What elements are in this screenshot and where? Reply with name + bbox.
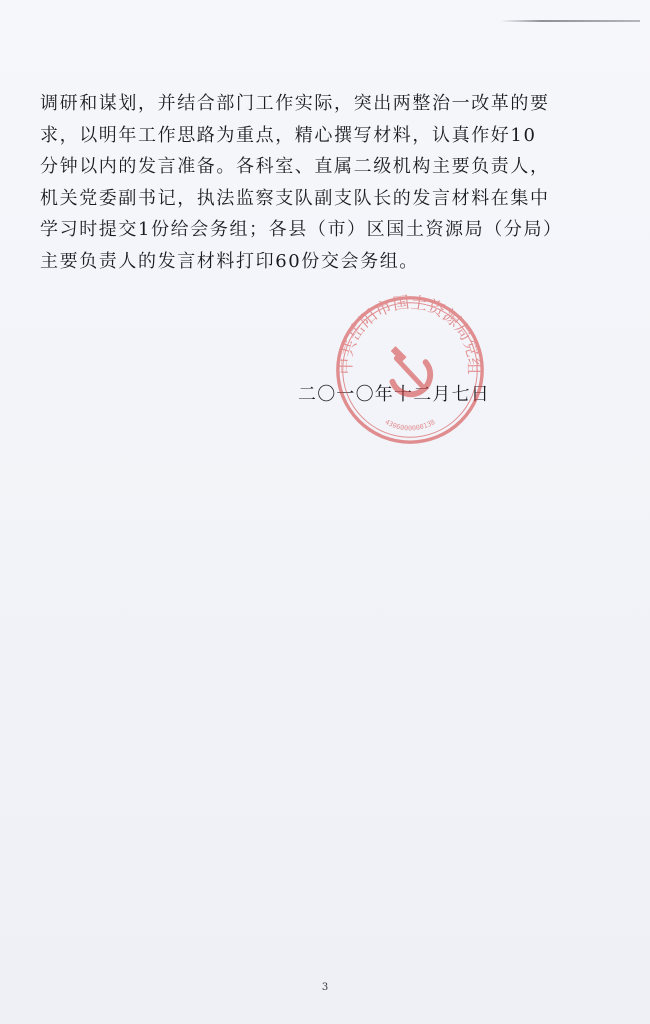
- body-paragraph: [40, 88, 580, 278]
- document-date: 二〇一〇年十二月七日: [298, 384, 490, 405]
- seal-ring-text: 中共岳阳市国土资源局党组: [336, 292, 484, 375]
- paragraph-line-6: 主要负责人的发言材料打印60份交会务组。: [40, 250, 419, 272]
- scan-artifact-line: [500, 20, 640, 22]
- paragraph-line-2: 求，以明年工作思路为重点，精心撰写材料，认真作好10: [40, 124, 537, 146]
- paragraph-line-4: 机关党委副书记，执法监察支队副支队长的发言材料在集中: [40, 187, 550, 209]
- seal-serial-number: 4306000000138: [383, 418, 437, 433]
- paragraph-line-3: 分钟以内的发言准备。各科室、直属二级机构主要负责人，: [40, 156, 550, 178]
- page-number: 3: [321, 982, 329, 993]
- paragraph-line-5: 学习时提交1份给会务组；各县（市）区国土资源局（分局）: [40, 219, 563, 241]
- hammer-sickle-icon: [391, 346, 430, 394]
- paragraph-line-1: 调研和谋划，并结合部门工作实际，突出两整治一改革的要: [40, 93, 550, 114]
- official-seal: [332, 292, 488, 448]
